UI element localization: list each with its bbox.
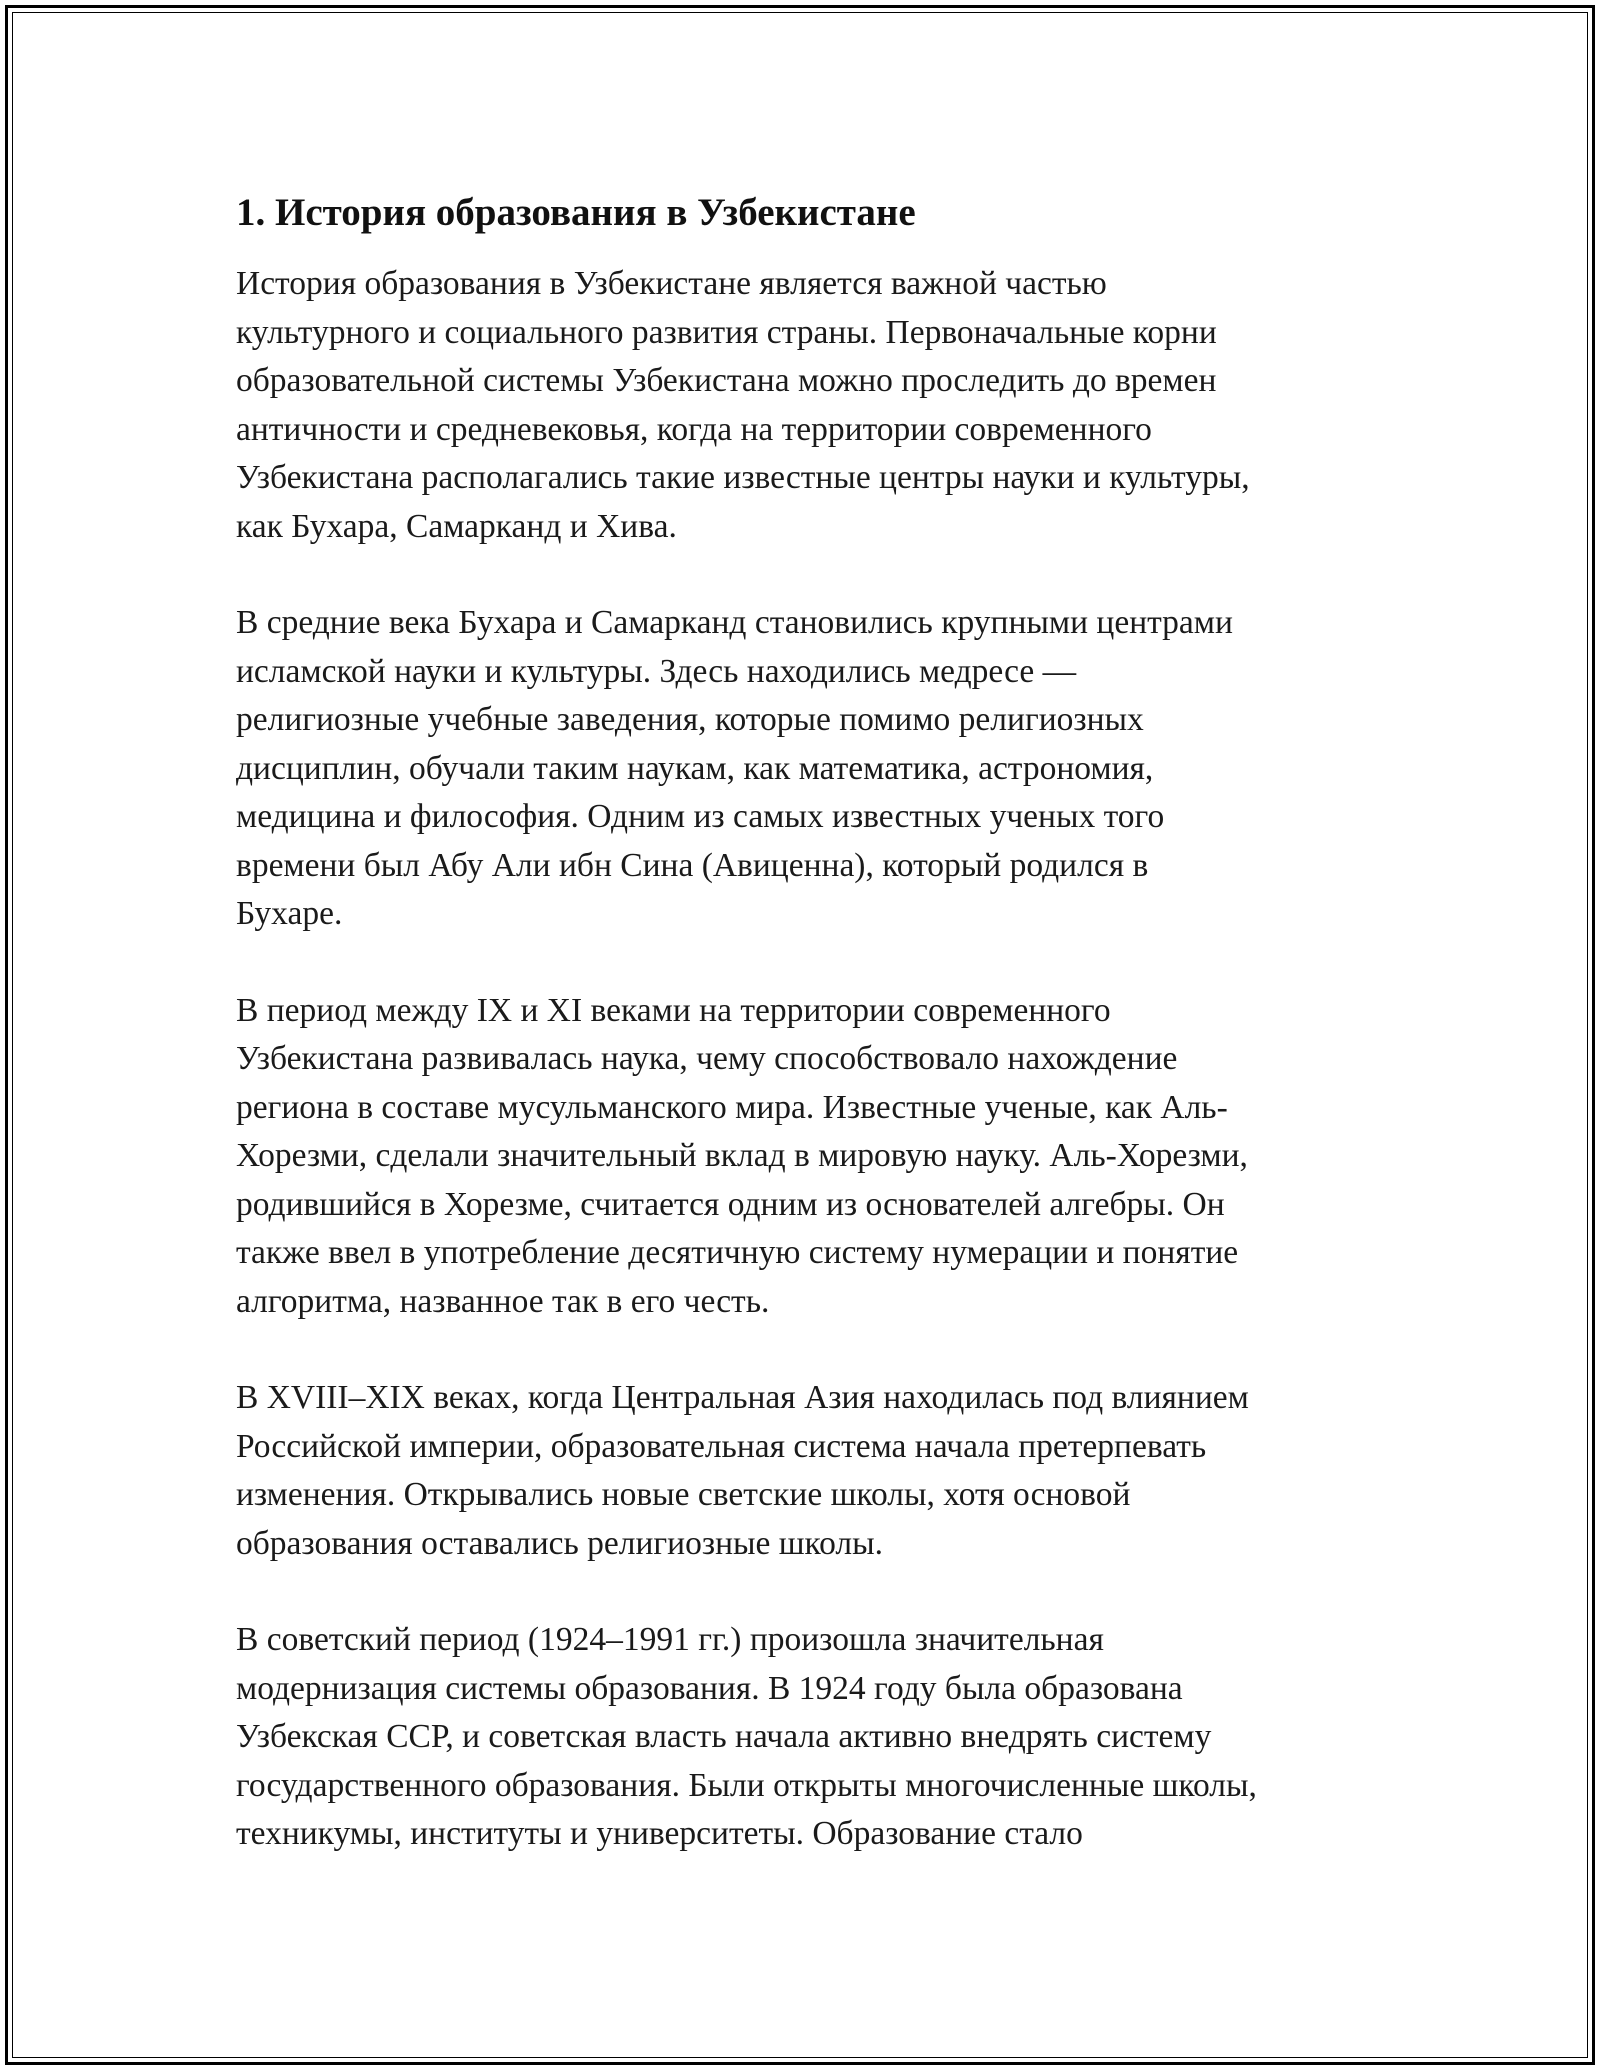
paragraph-line: В советский период (1924–1991 гг.) произошла значительная: [236, 1621, 1104, 1658]
paragraph-line: техникумы, институты и университеты. Образование стало: [236, 1815, 1083, 1852]
paragraph-line: времени был Абу Али ибн Сина (Авиценна), который родился в: [236, 846, 1149, 884]
paragraph-line: История образования в Узбекистане является важной частью: [236, 265, 1107, 302]
paragraph-line: региона в составе мусульманского мира. Известные ученые, как Аль-: [236, 1088, 1228, 1126]
paragraph-line: медицина и философия. Одним из самых известных ученых того: [236, 798, 1165, 835]
paragraph-line: исламской науки и культуры. Здесь находились медресе —: [236, 652, 1077, 690]
paragraph-line: образовательной системы Узбекистана можно проследить до времен: [236, 362, 1217, 399]
paragraph-xviii-xix-centuries: [236, 1374, 1396, 1568]
paragraph-line: В период между IX и XI веками на территории современного: [236, 991, 1111, 1029]
paragraph-line: модернизация системы образования. В 1924 году была образована: [236, 1669, 1183, 1707]
paragraph-intro: [236, 260, 1396, 551]
paragraph-line: образования оставались религиозные школы.: [236, 1524, 884, 1562]
paragraph-soviet-period: [236, 1616, 1396, 1859]
paragraph-line: алгоритма, названное так в его честь.: [236, 1282, 770, 1320]
paragraph-line: изменения. Открывались новые светские школы, хотя основой: [236, 1476, 1131, 1513]
paragraph-line: В средние века Бухара и Самарканд становились крупными центрами: [236, 604, 1233, 641]
paragraph-line: дисциплин, обучали таким наукам, как математика, астрономия,: [236, 749, 1154, 787]
paragraph-line: как Бухара, Самарканд и Хива.: [236, 507, 677, 545]
paragraph-line: родившийся в Хорезме, считается одним из основателей алгебры. Он: [236, 1185, 1225, 1223]
paragraph-line: религиозные учебные заведения, которые помимо религиозных: [236, 701, 1144, 738]
paragraph-line: Бухаре.: [236, 895, 343, 932]
paragraph-line: Хорезми, сделали значительный вклад в мировую науку. Аль-Хорезми,: [236, 1137, 1248, 1174]
paragraph-line: В XVIII–XIX веках, когда Центральная Азия находилась под влиянием: [236, 1379, 1249, 1416]
paragraph-line: Узбекистана располагались такие известные центры науки и культуры,: [236, 459, 1250, 496]
paragraph-ix-xi-centuries: [236, 987, 1396, 1327]
paragraph-line: Российской империи, образовательная система начала претерпевать: [236, 1427, 1207, 1465]
paragraph-line: античности и средневековья, когда на территории современного: [236, 410, 1152, 448]
paragraph-middle-ages: [236, 599, 1396, 939]
paragraph-line: Узбекистана развивалась наука, чему способствовало нахождение: [236, 1040, 1178, 1077]
section-heading: 1. История образования в Узбекистане: [236, 191, 916, 234]
paragraph-line: культурного и социального развития страны. Первоначальные корни: [236, 313, 1217, 351]
paragraph-line: Узбекская ССР, и советская власть начала активно внедрять систему: [236, 1718, 1212, 1755]
paragraph-line: также ввел в употребление десятичную систему нумерации и понятие: [236, 1234, 1239, 1271]
document-body: [236, 188, 1396, 1907]
paragraph-line: государственного образования. Были открыты многочисленные школы,: [236, 1766, 1257, 1804]
